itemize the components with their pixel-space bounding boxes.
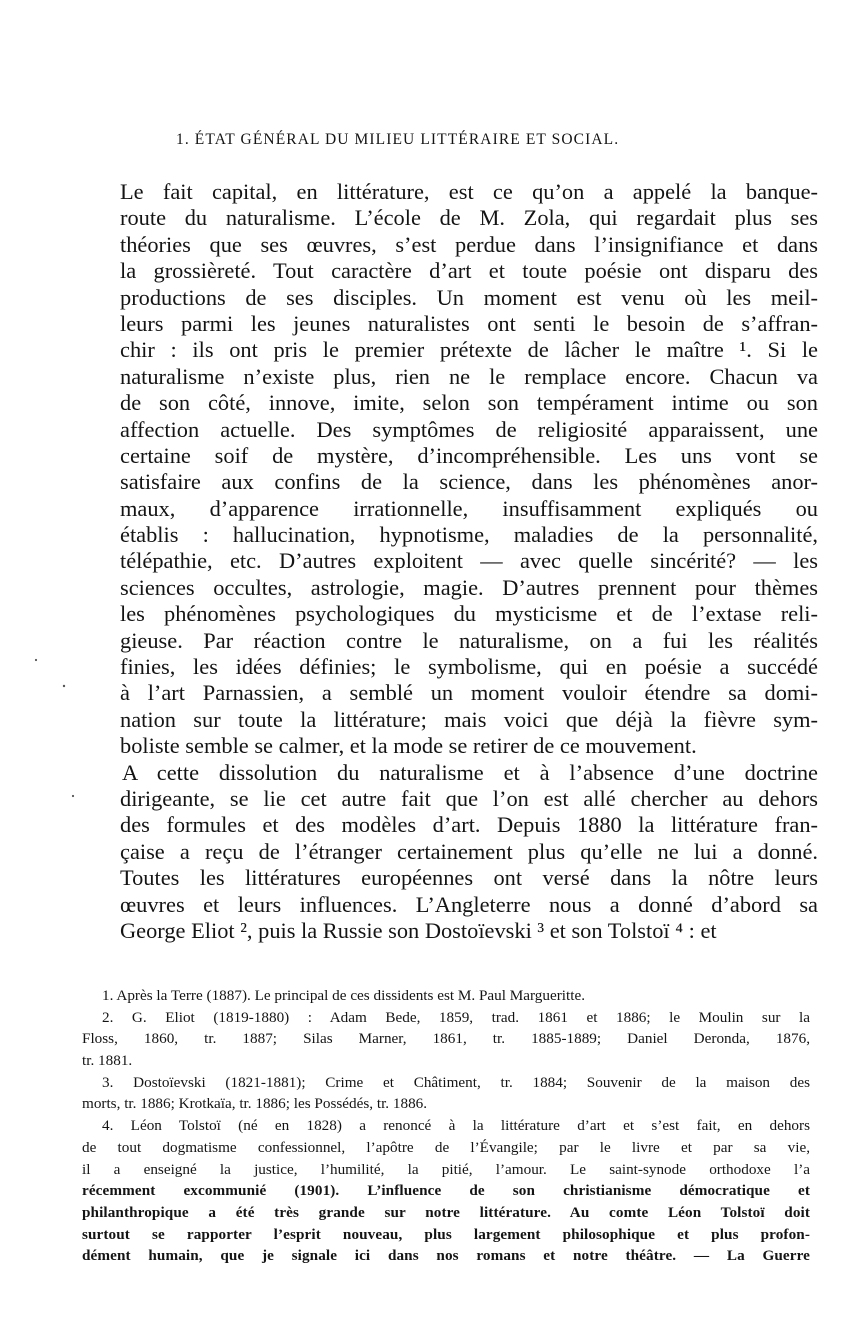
footnote-1: 1. Après la Terre (1887). Le principal de ces dissidents est M. Paul Margueritte. xyxy=(102,987,585,1004)
footnote-2-line: tr. 1881. xyxy=(82,1052,133,1070)
body-line: George Eliot ², puis la Russie son Dostoïevski ³ et son Tolstoï ⁴ : et xyxy=(120,917,717,943)
body-line: les phénomènes psychologiques du mysticisme et de l’extase reli- xyxy=(120,601,818,627)
body-line: satisfaire aux confins de la science, dans les phénomènes anor- xyxy=(120,469,818,495)
body-line: productions de ses disciples. Un moment est venu où les meil- xyxy=(120,284,818,310)
footnote-4-line: surtout se rapporter l’esprit nouveau, plus largement philosophique et plus profon- xyxy=(82,1225,810,1243)
body-line: la grossièreté. Tout caractère d’art et toute poésie ont disparu des xyxy=(120,258,818,284)
footnote-4-line: de tout dogmatisme confessionnel, l’apôtre de l’Évangile; par le livre et par sa vie, xyxy=(82,1138,810,1156)
footnote-3-line: morts, tr. 1886; Krotkaïa, tr. 1886; les Possédés, tr. 1886. xyxy=(82,1095,428,1113)
body-line: des formules et des modèles d’art. Depuis 1880 la littérature fran- xyxy=(120,812,818,838)
body-line: œuvres et leurs influences. L’Angleterre nous a donné d’abord sa xyxy=(120,891,818,917)
body-line: Toutes les littératures européennes ont versé dans la nôtre leurs xyxy=(120,865,818,891)
section-heading: 1. ÉTAT GÉNÉRAL DU MILIEU LITTÉRAIRE ET SOCIAL. xyxy=(176,131,620,148)
body-line: théories que ses œuvres, s’est perdue dans l’insignifiance et dans xyxy=(120,231,818,257)
body-text xyxy=(120,179,818,944)
body-line: établis : hallucination, hypnotisme, maladies de la personnalité, xyxy=(120,522,818,548)
body-line: leurs parmi les jeunes naturalistes ont senti le besoin de s’affran- xyxy=(120,310,818,336)
body-line: A cette dissolution du naturalisme et à l’absence d’une doctrine xyxy=(122,759,818,785)
body-line: dirigeante, se lie cet autre fait que l’on est allé chercher au dehors xyxy=(120,785,818,811)
body-line: çaise a reçu de l’étranger certainement plus qu’elle ne lui a donné. xyxy=(120,838,818,864)
footnote-4-line: il a enseigné la justice, l’humilité, la pitié, l’amour. Le saint-synode orthodoxe l’a xyxy=(82,1160,810,1178)
footnote-4-line: 4. Léon Tolstoï (né en 1828) a renoncé à la littérature d’art et s’est fait, en dehors xyxy=(102,1117,810,1135)
body-line: chir : ils ont pris le premier prétexte de lâcher le maître ¹. Si le xyxy=(120,337,818,363)
body-line: maux, d’apparence irrationnelle, insuffisamment expliqués ou xyxy=(120,495,818,521)
footnote-2-line: 2. G. Eliot (1819-1880) : Adam Bede, 1859, trad. 1861 et 1886; le Moulin sur la xyxy=(102,1008,810,1026)
body-line: boliste semble se calmer, et la mode se retirer de ce mouvement. xyxy=(120,733,697,759)
body-line: à l’art Parnassien, a semblé un moment vouloir étendre sa domi- xyxy=(120,680,818,706)
body-line: Le fait capital, en littérature, est ce qu’on a appelé la banque- xyxy=(120,179,818,204)
footnote-3-line: 3. Dostoïevski (1821-1881); Crime et Châtiment, tr. 1884; Souvenir de la maison des xyxy=(102,1073,810,1091)
body-line: de son côté, innove, imite, selon son tempérament intime ou son xyxy=(120,390,818,416)
body-line: affection actuelle. Des symptômes de religiosité apparaissent, une xyxy=(120,416,818,442)
footnote-4-line: philanthropique a été très grande sur notre littérature. Au comte Léon Tolstoï doit xyxy=(82,1203,810,1221)
footnote-4-line: récemment excommunié (1901). L’influence de son christianisme démocratique et xyxy=(82,1182,810,1200)
body-line: sciences occultes, astrologie, magie. D’autres prennent pour thèmes xyxy=(120,574,818,600)
body-line: nation sur toute la littérature; mais voici que déjà la fièvre sym- xyxy=(120,706,818,732)
footnote-4-line: dément humain, que je signale ici dans nos romans et notre théâtre. — La Guerre xyxy=(82,1247,810,1265)
body-line: certaine soif de mystère, d’incompréhensible. Les uns vont se xyxy=(120,442,818,468)
body-line: gieuse. Par réaction contre le naturalisme, on a fui les réalités xyxy=(120,627,818,653)
body-line: route du naturalisme. L’école de M. Zola, qui regardait plus ses xyxy=(120,205,818,231)
body-line: naturalisme n’existe plus, rien ne le remplace encore. Chacun va xyxy=(120,363,818,389)
body-line: finies, les idées définies; le symbolisme, qui en poésie a succédé xyxy=(120,654,818,680)
footnotes xyxy=(82,985,810,1267)
body-line: télépathie, etc. D’autres exploitent — avec quelle sincérité? — les xyxy=(120,548,818,574)
footnote-2-line: Floss, 1860, tr. 1887; Silas Marner, 1861, tr. 1885-1889; Daniel Deronda, 1876, xyxy=(82,1030,810,1048)
